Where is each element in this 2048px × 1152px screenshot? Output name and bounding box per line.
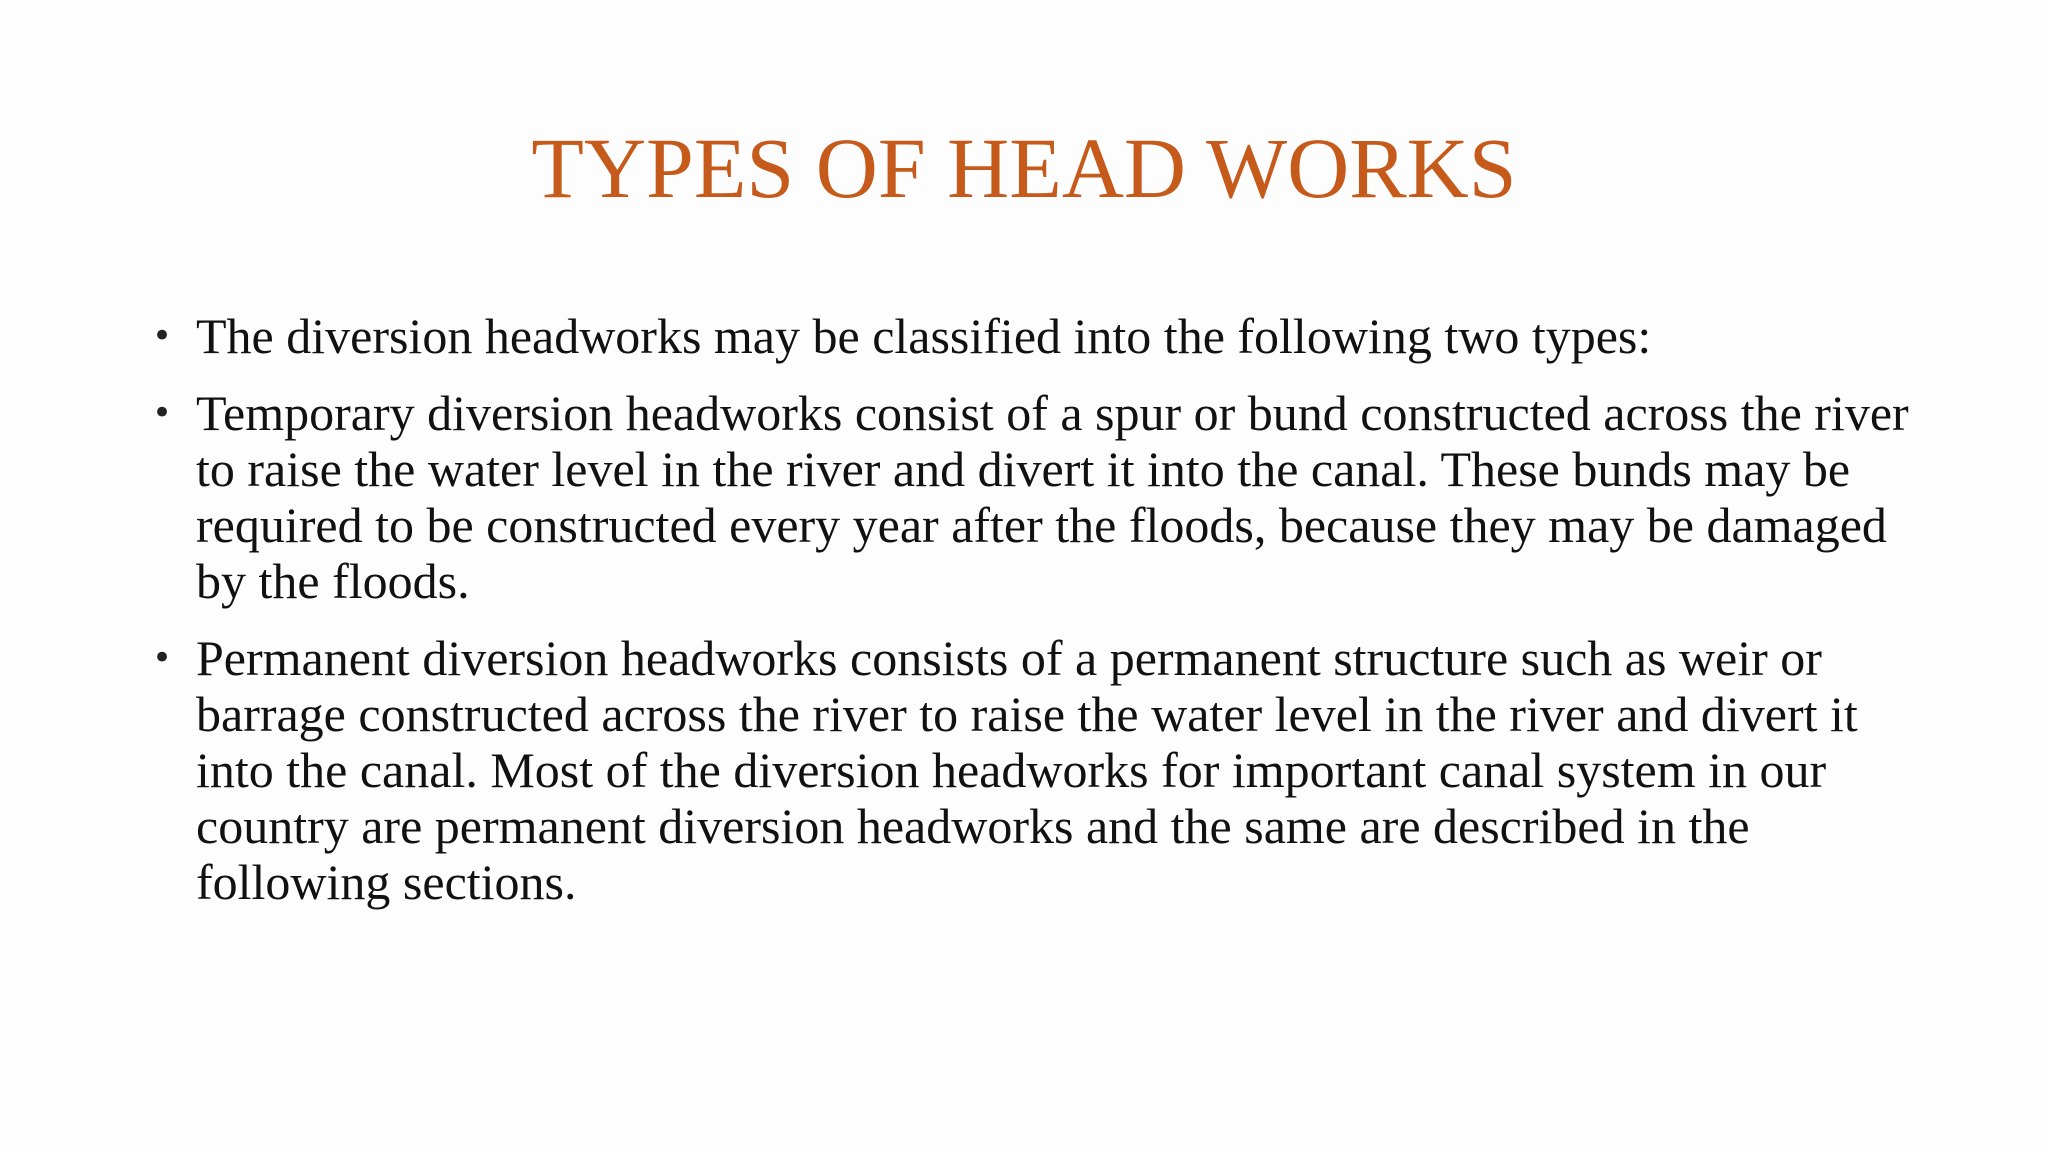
bullet-text: The diversion headworks may be classified into the following two types:	[196, 308, 1652, 364]
bullet-text: Permanent diversion headworks consists of a permanent structure such as weir or barrage constructed across the river to raise the water level in the river and divert it into the canal. Most of the diversion headworks for important canal system in our country are permanent diversion headworks and the same are described in the following sections.	[196, 630, 1858, 910]
bullet-text: Temporary diversion headworks consist of a spur or bund constructed across the river to raise the water level in the river and divert it into the canal. These bunds may be required to be constructed every year after the floods, because they may be damaged by the floods.	[196, 385, 1909, 609]
bullet-item-permanent	[150, 630, 1910, 910]
bullet-item-temporary	[150, 385, 1910, 609]
bullet-item-classification	[150, 308, 1910, 364]
bullet-icon: •	[152, 393, 173, 433]
bullet-icon: •	[152, 638, 173, 678]
slide-title: TYPES OF HEAD WORKS	[531, 120, 1517, 216]
bullet-list	[150, 308, 1910, 931]
bullet-icon: •	[152, 316, 173, 356]
